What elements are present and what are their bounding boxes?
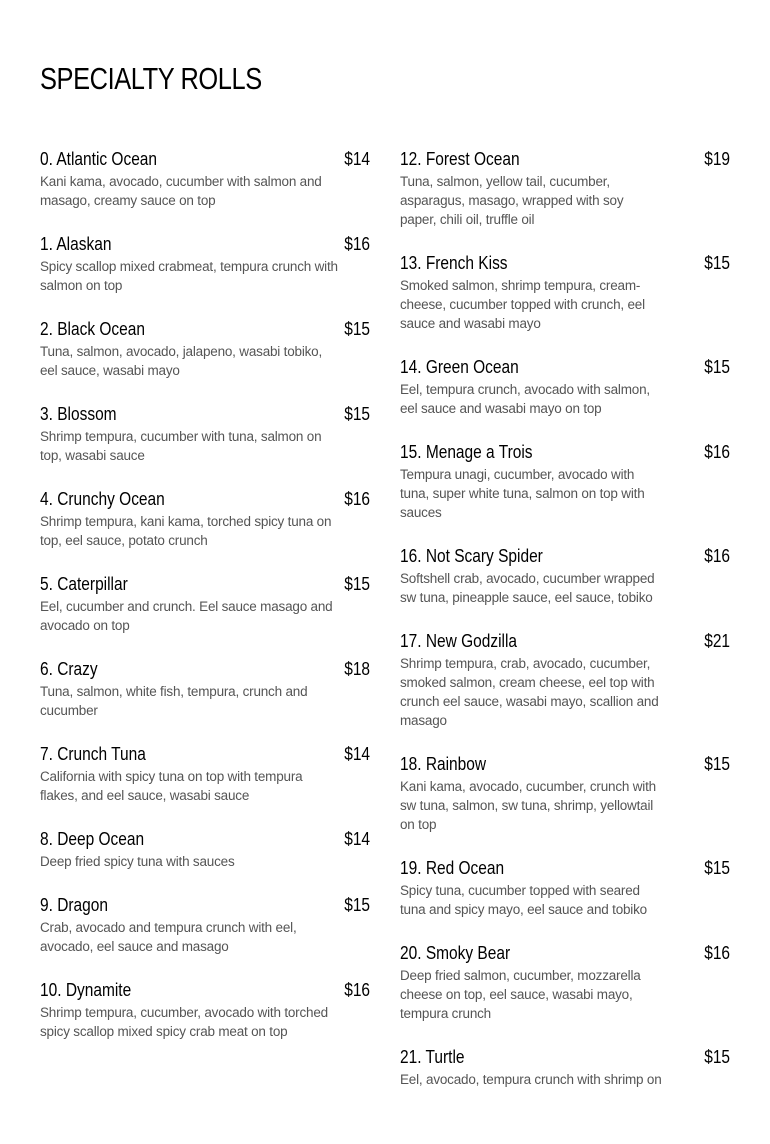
menu-item-price: $18 (344, 659, 370, 679)
menu-item (40, 489, 370, 550)
menu-item-header (400, 858, 730, 880)
menu-item-name: 12. Forest Ocean (400, 149, 520, 169)
menu-item-description: Crab, avocado and tempura crunch with eel, avocado, eel sauce and masago (40, 920, 297, 954)
menu-item-price: $16 (344, 489, 370, 509)
menu-item-header (400, 631, 730, 653)
menu-item (400, 943, 730, 1023)
menu-item-description: Tuna, salmon, yellow tail, cucumber, asparagus, masago, wrapped with soy paper, chili oil, truffle oil (400, 174, 624, 227)
menu-item-price: $21 (704, 631, 730, 651)
page-title: SPECIALTY ROLLS (40, 60, 262, 96)
menu-item-header (40, 659, 370, 681)
menu-item (40, 980, 370, 1041)
menu-column-right (400, 149, 730, 1113)
menu-item-description: Kani kama, avocado, cucumber with salmon and masago, creamy sauce on top (40, 174, 322, 208)
menu-item (400, 253, 730, 333)
menu-item-price: $16 (704, 943, 730, 963)
menu-item (40, 404, 370, 465)
menu-item-name: 5. Caterpillar (40, 574, 128, 594)
menu-item (40, 895, 370, 956)
menu-item-name: 9. Dragon (40, 895, 108, 915)
menu-item-header (400, 546, 730, 568)
menu-item-name: 10. Dynamite (40, 980, 132, 1000)
menu-item (400, 631, 730, 730)
menu-item-description: Eel, cucumber and crunch. Eel sauce masago and avocado on top (40, 599, 333, 633)
menu-item-price: $16 (344, 234, 370, 254)
menu-item-name: 1. Alaskan (40, 234, 112, 254)
menu-item (400, 546, 730, 607)
menu-item-name: 15. Menage a Trois (400, 442, 533, 462)
menu-item-description: Tuna, salmon, avocado, jalapeno, wasabi tobiko, eel sauce, wasabi mayo (40, 344, 323, 378)
menu-item (400, 858, 730, 919)
menu-item-header (400, 253, 730, 275)
menu-item-header (40, 744, 370, 766)
menu-item-name: 19. Red Ocean (400, 858, 505, 878)
menu-item-header (400, 357, 730, 379)
menu-item-description: California with spicy tuna on top with tempura flakes, and eel sauce, wasabi sauce (40, 769, 303, 803)
menu-item (400, 442, 730, 522)
menu-item-header (40, 574, 370, 596)
menu-item-header (40, 489, 370, 511)
menu-item-header (40, 404, 370, 426)
menu-item-header (40, 149, 370, 171)
menu-item (400, 357, 730, 418)
menu-column-left (40, 149, 370, 1065)
menu-item (40, 574, 370, 635)
menu-item-description: Shrimp tempura, cucumber with tuna, salmon on top, wasabi sauce (40, 429, 322, 463)
menu-item-name: 14. Green Ocean (400, 357, 519, 377)
menu-item-price: $15 (704, 1047, 730, 1067)
menu-item-price: $14 (344, 149, 370, 169)
menu-item-description: Shrimp tempura, crab, avocado, cucumber, smoked salmon, cream cheese, eel top with crunch eel sauce, wasabi mayo, scallion and masago (400, 656, 659, 728)
menu-item-price: $15 (344, 319, 370, 339)
menu-item-price: $16 (344, 980, 370, 1000)
menu-item-description: Deep fried salmon, cucumber, mozzarella cheese on top, eel sauce, wasabi mayo, tempura crunch (400, 968, 641, 1021)
menu-item-price: $16 (704, 546, 730, 566)
menu-item (400, 149, 730, 229)
menu-item-name: 3. Blossom (40, 404, 117, 424)
menu-item-header (40, 319, 370, 341)
menu-item-price: $15 (344, 404, 370, 424)
menu-item-header (400, 754, 730, 776)
menu-item-price: $19 (704, 149, 730, 169)
menu-item-description: Softshell crab, avocado, cucumber wrapped sw tuna, pineapple sauce, eel sauce, tobiko (400, 571, 655, 605)
menu-item-price: $15 (704, 754, 730, 774)
menu-item-description: Tuna, salmon, white fish, tempura, crunch and cucumber (40, 684, 308, 718)
menu-item-price: $15 (704, 858, 730, 878)
menu-item-description: Spicy tuna, cucumber topped with seared tuna and spicy mayo, eel sauce and tobiko (400, 883, 647, 917)
menu-item-description: Deep fried spicy tuna with sauces (40, 854, 235, 869)
menu-item-name: 7. Crunch Tuna (40, 744, 146, 764)
menu-item-description: Kani kama, avocado, cucumber, crunch with sw tuna, salmon, sw tuna, shrimp, yellowtail on top (400, 779, 656, 832)
menu-item-price: $14 (344, 744, 370, 764)
menu-item-header (400, 442, 730, 464)
menu-item-price: $15 (344, 574, 370, 594)
menu-item-name: 18. Rainbow (400, 754, 487, 774)
menu-item-name: 16. Not Scary Spider (400, 546, 543, 566)
menu-item-header (400, 943, 730, 965)
menu-item (400, 754, 730, 834)
menu-item (40, 829, 370, 871)
menu-item-name: 6. Crazy (40, 659, 98, 679)
menu-item (40, 659, 370, 720)
menu-item-name: 20. Smoky Bear (400, 943, 511, 963)
menu-item-description: Eel, avocado, tempura crunch with shrimp on (400, 1072, 662, 1087)
menu-item-header (40, 980, 370, 1002)
menu-item-name: 0. Atlantic Ocean (40, 149, 158, 169)
menu-item-description: Eel, tempura crunch, avocado with salmon, eel sauce and wasabi mayo on top (400, 382, 650, 416)
menu-item-price: $16 (704, 442, 730, 462)
menu-item-name: 17. New Godzilla (400, 631, 518, 651)
menu-item (40, 149, 370, 210)
menu-item-name: 13. French Kiss (400, 253, 508, 273)
menu-item-description: Shrimp tempura, cucumber, avocado with torched spicy scallop mixed spicy crab meat on top (40, 1005, 328, 1039)
menu-item-header (400, 149, 730, 171)
menu-item (40, 319, 370, 380)
menu-item-price: $15 (704, 253, 730, 273)
menu-item-name: 21. Turtle (400, 1047, 465, 1067)
menu-item-price: $15 (344, 895, 370, 915)
menu-item-description: Spicy scallop mixed crabmeat, tempura crunch with salmon on top (40, 259, 338, 293)
menu-item-description: Shrimp tempura, kani kama, torched spicy tuna on top, eel sauce, potato crunch (40, 514, 332, 548)
menu-item (40, 234, 370, 295)
menu-item-header (400, 1047, 730, 1069)
menu-item-description: Tempura unagi, cucumber, avocado with tuna, super white tuna, salmon on top with sauces (400, 467, 645, 520)
menu-item-header (40, 829, 370, 851)
menu-item-price: $14 (344, 829, 370, 849)
menu-item-price: $15 (704, 357, 730, 377)
menu-item-header (40, 895, 370, 917)
menu-item-name: 2. Black Ocean (40, 319, 145, 339)
menu-item-name: 4. Crunchy Ocean (40, 489, 165, 509)
menu-item-description: Smoked salmon, shrimp tempura, cream-cheese, cucumber topped with crunch, eel sauce and wasabi mayo (400, 278, 645, 331)
menu-item-name: 8. Deep Ocean (40, 829, 145, 849)
menu-item (400, 1047, 730, 1089)
menu-item (40, 744, 370, 805)
menu-item-header (40, 234, 370, 256)
